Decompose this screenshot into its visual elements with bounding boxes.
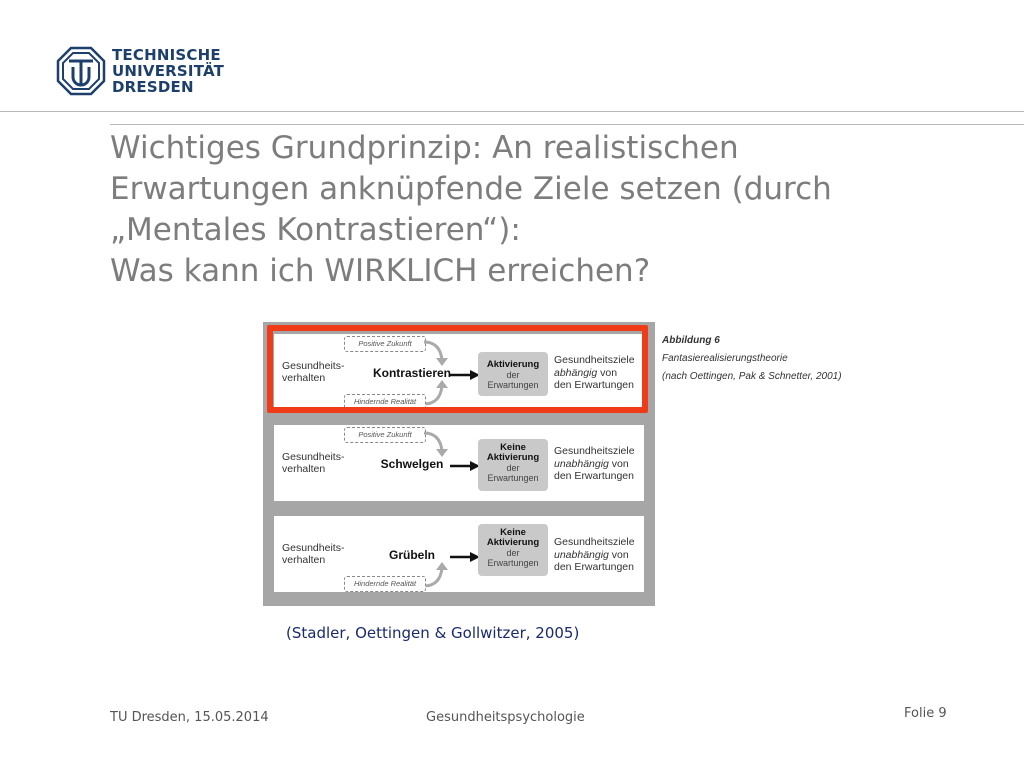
right-line: Gesundheitsziele [554,445,635,457]
footer-date: TU Dresden, 15.05.2014 [110,710,269,725]
title-line: „Mentales Kontrastieren“): [110,212,521,248]
title-line: Was kann ich WIRKLICH erreichen? [110,253,651,289]
caption-source: (nach Oettingen, Pak & Schnetter, 2001) [662,371,842,382]
curve-arrow-up-icon [422,560,452,590]
panel-schwelgen [274,425,644,501]
left-line: Gesundheits- [282,542,345,554]
curve-arrow-down-icon [422,429,452,459]
right-line: unabhängig von [554,457,629,470]
logo-line: TECHNISCHE [112,46,221,64]
kontrastieren-highlight-frame [267,325,648,413]
left-line: verhalten [282,372,326,384]
activation-box [478,439,548,491]
left-line: verhalten [282,554,326,566]
right-line: abhängig von [554,366,618,379]
right-line: den Erwartungen [554,470,634,482]
panel-strategy-label: Schwelgen [380,457,444,471]
box-line: Aktivierung [486,359,540,370]
header-divider [0,111,1024,112]
right-line: unabhängig von [554,548,629,561]
logo-line: UNIVERSITÄT [112,62,225,80]
footer-slide-number: Folie 9 [904,706,947,721]
panel-left-label [282,542,344,566]
box-line: Aktivierung [486,537,540,548]
right-line: den Erwartungen [554,561,634,573]
panel-gruebeln [274,516,644,592]
title-line: Wichtiges Grundprinzip: An realistischen [110,130,739,166]
box-line: Aktivierung [486,452,540,463]
fantasy-realization-figure [263,322,655,606]
right-line: Gesundheitsziele [554,354,635,366]
box-line: Erwartungen [487,473,539,483]
tu-dresden-emblem-icon [56,46,106,96]
left-line: verhalten [282,463,326,475]
logo-wordmark [112,47,224,95]
source-citation: (Stadler, Oettingen & Gollwitzer, 2005) [286,624,580,642]
box-line: Keine [500,442,526,453]
arrow-right-icon [450,552,480,562]
box-line: der [506,370,520,380]
left-line: Gesundheits- [282,360,345,372]
box-line: Erwartungen [487,558,539,568]
title-divider [110,124,1024,125]
slide-title [110,128,970,292]
caption-label: Abbildung 6 [662,335,720,346]
right-line: Gesundheitsziele [554,536,635,548]
left-line: Gesundheits- [282,451,345,463]
box-line: Keine [500,527,526,538]
footer-course: Gesundheitspsychologie [426,710,585,725]
hindering-reality-box: Hindernde Realität [344,576,426,592]
tu-dresden-logo [56,46,224,96]
panel-strategy-label: Kontrastieren [372,366,452,380]
positive-future-box: Positive Zukunft [344,336,426,352]
caption-title: Fantasierealisierungstheorie [662,353,788,364]
box-line: der [506,463,520,473]
right-line: den Erwartungen [554,379,634,391]
panel-outcome-label [554,445,635,483]
panel-left-label [282,451,344,475]
activation-box [478,524,548,576]
figure-caption [662,332,842,386]
hindering-reality-box: Hindernde Realität [344,394,426,410]
panel-outcome-label [554,536,635,574]
logo-line: DRESDEN [112,78,194,96]
arrow-right-icon [450,461,480,471]
title-line: Erwartungen anknüpfende Ziele setzen (durch [110,171,832,207]
panel-strategy-label: Grübeln [388,548,435,562]
box-line: Erwartungen [487,380,539,390]
box-line: der [506,548,520,558]
positive-future-box: Positive Zukunft [344,427,426,443]
